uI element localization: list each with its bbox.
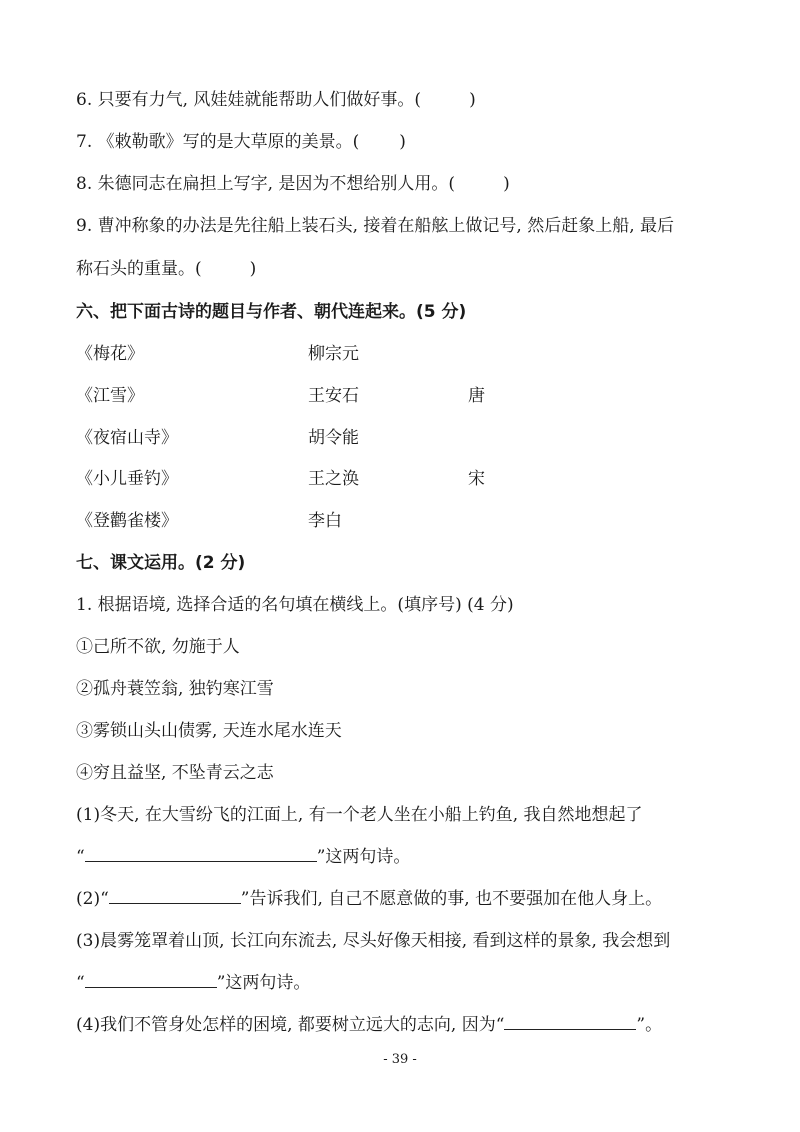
fill-blank[interactable]: [109, 889, 241, 904]
sub-question-3: (3)晨雾笼罩着山顶, 长江向东流去, 尽头好像天相接, 看到这样的景象, 我会想到: [76, 931, 671, 951]
judge-item-9: 9. 曹冲称象的办法是先往船上装石头, 接着在船舷上做记号, 然后赶象上船, 最后: [76, 216, 675, 236]
sub-question-1-cont: “ ”这两句诗。: [76, 847, 411, 867]
section-7-title: 七、课文运用。(2 分): [76, 553, 246, 573]
sub-question-1: (1)冬天, 在大雪纷飞的江面上, 有一个老人坐在小船上钓鱼, 我自然地想起了: [76, 805, 643, 825]
sub-question-4: (4)我们不管身处怎样的困境, 都要树立远大的志向, 因为“ ”。: [76, 1015, 663, 1035]
section-6-title: 六、把下面古诗的题目与作者、朝代连起来。(5 分): [76, 302, 467, 322]
page-number: - 39 -: [383, 1052, 417, 1067]
poem-dynasty: 宋: [468, 469, 485, 489]
poem-dynasty: 唐: [468, 386, 485, 406]
option: ③雾锁山头山债雾, 天连水尾水连天: [76, 721, 342, 741]
poem-title: 《夜宿山寺》: [76, 428, 178, 448]
poem-author: 王安石: [308, 386, 359, 406]
judge-item-7: 7. 《敕勒歌》写的是大草原的美景。( ): [76, 132, 406, 152]
fill-blank[interactable]: [85, 973, 217, 988]
judge-item-6: 6. 只要有力气, 风娃娃就能帮助人们做好事。( ): [76, 90, 476, 110]
option: ①己所不欲, 勿施于人: [76, 637, 240, 657]
option: ②孤舟蓑笠翁, 独钓寒江雪: [76, 679, 274, 699]
fill-blank[interactable]: [85, 847, 317, 862]
question-1: 1. 根据语境, 选择合适的名句填在横线上。(填序号) (4 分): [76, 595, 514, 615]
poem-title: 《梅花》: [76, 344, 144, 364]
sub-question-2: (2)“ ”告诉我们, 自己不愿意做的事, 也不要强加在他人身上。: [76, 889, 663, 909]
sub-question-3-cont: “ ”这两句诗。: [76, 973, 311, 993]
poem-author: 李白: [308, 511, 342, 531]
poem-title: 《小儿垂钓》: [76, 469, 178, 489]
judge-item-8: 8. 朱德同志在扁担上写字, 是因为不想给别人用。( ): [76, 174, 510, 194]
poem-title: 《登鹳雀楼》: [76, 511, 178, 531]
judge-item-9-cont: 称石头的重量。( ): [76, 259, 257, 279]
poem-author: 胡令能: [308, 428, 359, 448]
poem-author: 柳宗元: [308, 344, 359, 364]
fill-blank[interactable]: [504, 1015, 636, 1030]
option: ④穷且益坚, 不坠青云之志: [76, 763, 274, 783]
poem-title: 《江雪》: [76, 386, 144, 406]
poem-author: 王之涣: [308, 469, 359, 489]
